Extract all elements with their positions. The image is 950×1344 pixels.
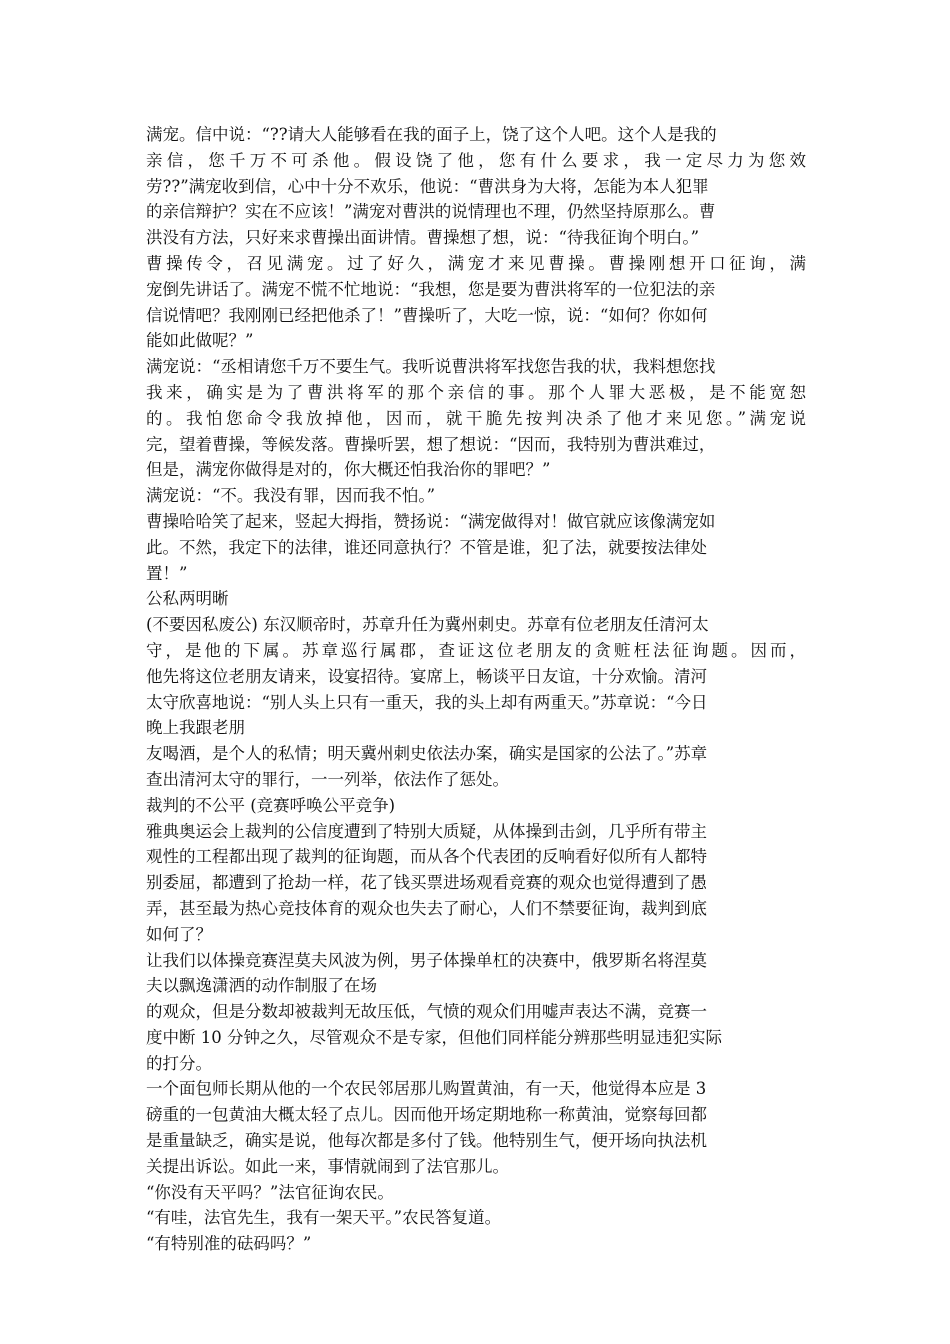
document-page: [146, 122, 806, 1257]
text-line: 如何了？: [146, 924, 212, 944]
text-line: 晚上我跟老朋: [146, 718, 245, 738]
text-line: 满宠说：“不。我没有罪，因而我不怕。”: [146, 486, 436, 506]
text-line: 能如此做呢？”: [146, 331, 254, 351]
text-line: 洪没有方法，只好来求曹操出面讲情。曹操想了想，说：“待我征询个明白。”: [146, 228, 700, 248]
section-heading: 公私两明晰: [146, 589, 229, 609]
section-heading: 裁判的不公平 (竞赛呼唤公平竞争): [146, 795, 396, 815]
text-line: 满宠。信中说：“??请大人能够看在我的面子上，饶了这个人吧。这个人是我的: [146, 125, 717, 144]
text-line: “有哇，法官先生，我有一架天平。”农民答复道。: [146, 1208, 502, 1228]
text-line: 完，望着曹操，等候发落。曹操听罢，想了想说：“因而，我特别为曹洪难过，: [146, 434, 716, 454]
text-line: “你没有天平吗？”法官征询农民。: [146, 1182, 394, 1202]
text-line: 查出清河太守的罪行，一一列举，依法作了惩处。: [146, 769, 509, 789]
text-line: 他先将这位老朋友请来，设宴招待。宴席上，畅谈平日友谊，十分欢愉。清河: [146, 666, 707, 686]
text-line: 满宠说：“丞相请您千万不要生气。我听说曹洪将军找您告我的状，我料想您找: [146, 357, 716, 377]
text-line: 太守欣喜地说：“别人头上只有一重天，我的头上却有两重天。”苏章说：“今日: [146, 692, 708, 712]
text-line: 亲信，您千万不可杀他。假设饶了他，您有什么要求，我一定尽力为您效: [146, 150, 806, 170]
text-line: 的观众，但是分数却被裁判无故压低，气愤的观众们用嘘声表达不满，竞赛一: [146, 1002, 707, 1022]
text-line: 友喝酒，是个人的私情；明天冀州刺史依法办案，确实是国家的公法了。”苏章: [146, 744, 708, 764]
text-line: 别委屈，都遭到了抢劫一样，花了钱买票进场观看竞赛的观众也觉得遭到了愚: [146, 873, 707, 893]
text-line: 关提出诉讼。如此一来，事情就闹到了法官那儿。: [146, 1156, 509, 1176]
text-line: 弄，甚至最为热心竞技体育的观众也失去了耐心，人们不禁要征询，裁判到底: [146, 898, 707, 918]
text-line: 观性的工程都出现了裁判的征询题，而从各个代表团的反响看好似所有人都特: [146, 847, 707, 867]
text-line: 是重量缺乏，确实是说，他每次都是多付了钱。他特别生气，便开场向执法机: [146, 1131, 707, 1151]
text-line: 置！”: [146, 563, 188, 583]
text-line: 让我们以体操竞赛涅莫夫风波为例，男子体操单杠的决赛中，俄罗斯名将涅莫: [146, 950, 707, 970]
text-line: “有特别准的砝码吗？”: [146, 1234, 312, 1254]
text-line: 的亲信辩护？实在不应该！”满宠对曹洪的说情理也不理，仍然坚持原那么。曹: [146, 202, 716, 222]
text-line: 度中断 10 分钟之久，尽管观众不是专家，但他们同样能分辨那些明显违犯实际: [146, 1027, 722, 1047]
text-line: 一个面包师长期从他的一个农民邻居那儿购置黄油，有一天，他觉得本应是 3: [146, 1079, 707, 1099]
text-line: 磅重的一包黄油大概太轻了点儿。因而他开场定期地称一称黄油，觉察每回都: [146, 1105, 707, 1125]
text-line: 守，是他的下属。苏章巡行属郡，查证这位老朋友的贪赃枉法征询题。因而，: [146, 640, 806, 660]
text-line: 夫以飘逸潇洒的动作制服了在场: [146, 976, 377, 996]
text-line: 雅典奥运会上裁判的公信度遭到了特别大质疑，从体操到击剑，几乎所有带主: [146, 821, 707, 841]
text-line: 曹操哈哈笑了起来，竖起大拇指，赞扬说：“满宠做得对！做官就应该像满宠如: [146, 511, 716, 531]
text-line: 宠倒先讲话了。满宠不慌不忙地说：“我想，您是要为曹洪将军的一位犯法的亲: [146, 279, 716, 299]
text-line: 此。不然，我定下的法律，谁还同意执行？不管是谁，犯了法，就要按法律处: [146, 537, 707, 557]
text-line: 信说情吧？我刚刚已经把他杀了！”曹操听了，大吃一惊，说：“如何？你如何: [146, 305, 708, 325]
text-line: 的打分。: [146, 1053, 212, 1073]
text-line: 曹操传令，召见满宠。过了好久，满宠才来见曹操。曹操刚想开口征询，满: [146, 253, 806, 273]
text-line: 我来，确实是为了曹洪将军的那个亲信的事。那个人罪大恶极，是不能宽恕: [146, 382, 806, 402]
text-line: (不要因私废公) 东汉顺帝时，苏章升任为冀州刺史。苏章有位老朋友任清河太: [146, 615, 709, 635]
text-line: 但是，满宠你做得是对的，你大概还怕我治你的罪吧？”: [146, 460, 551, 480]
text-line: 劳??”满宠收到信，心中十分不欢乐，他说：“曹洪身为大将，怎能为本人犯罪: [146, 176, 709, 196]
text-line: 的。我怕您命令我放掉他，因而，就干脆先按判决杀了他才来见您。”满宠说: [146, 408, 806, 428]
